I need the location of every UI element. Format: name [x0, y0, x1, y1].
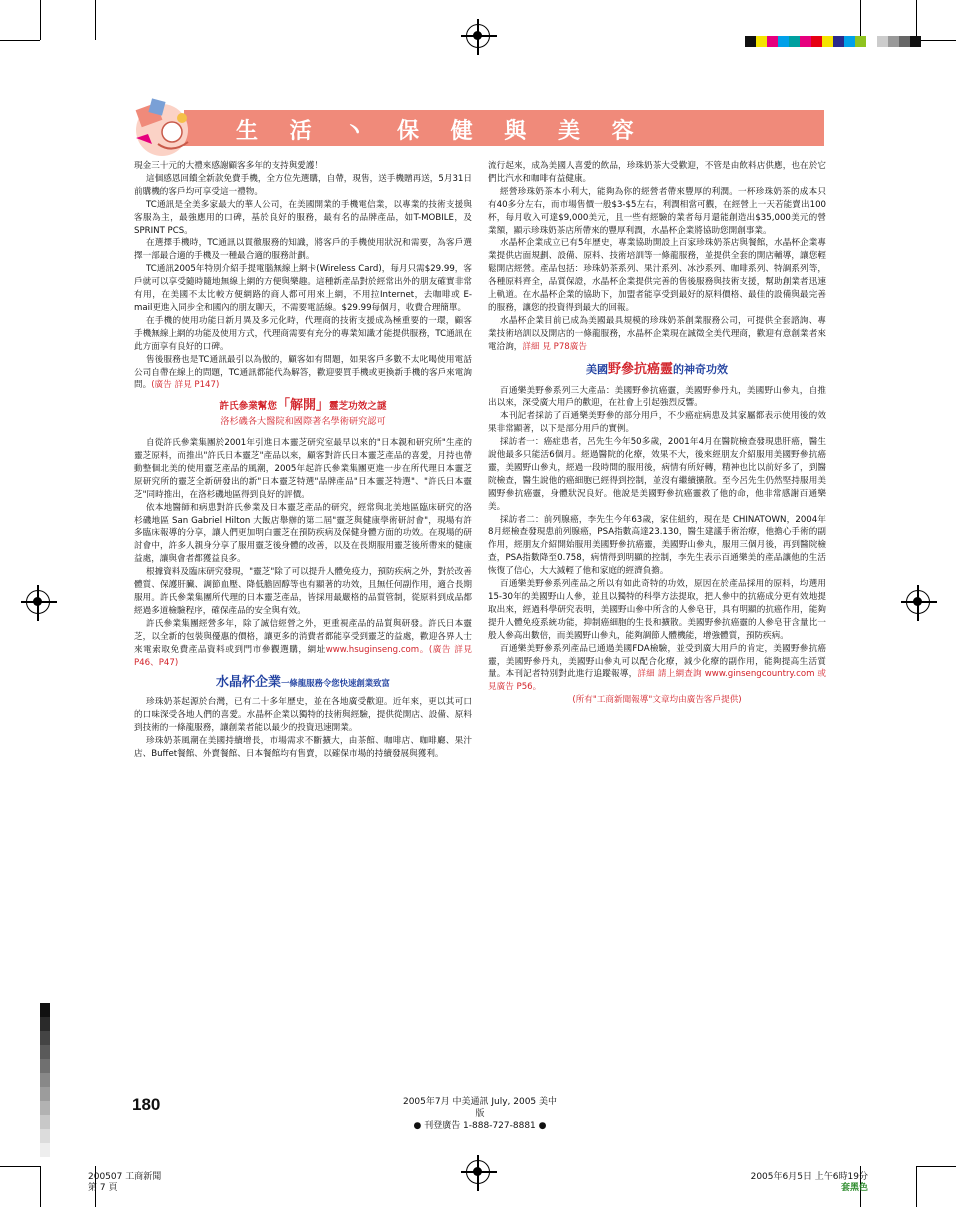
ad-link[interactable]: 詳細 請上網查詢 www.ginsengcountry.com 或見廣告 P56。	[488, 669, 826, 693]
slug-left	[88, 1172, 161, 1194]
paragraph: 這個感恩回饋全新款免費手機，全方位先選購，自帶，現售，送手機贈再送，5月31日前購機的客戶均可享受這一禮物。	[134, 173, 472, 197]
paragraph: 百通樂美野參系列三大產品：美國野參抗癌靈，美國野參丹丸，美國野山參丸，自推出以來，深受廣大用戶的歡迎，在社會上引起強烈反響。	[488, 385, 826, 409]
crop-mark	[916, 1166, 956, 1167]
disclaimer: (所有"工商新聞報導"文章均由廣告客戶提供)	[572, 695, 742, 706]
paragraph-text: 水晶杯企業目前已成為美國最具規模的珍珠奶茶創業服務公司，可提供全套諮詢、專業技術培訓以及開店的一條龍服務，水晶杯企業現在誠徵全美代理商，歡迎有意創業者來電洽詢，	[488, 315, 826, 352]
gray-scale-bar	[40, 1003, 50, 1157]
color-swatch	[822, 36, 833, 47]
paragraph: 採訪者一：癌症患者，呂先生今年50多歲，2001年4月在醫院檢查發現患肝癌，醫生說他最多只能活6個月。經過醫院的化療，效果不大，後來經朋友介紹服用美國野參抗癌靈，美國野山參丸，經過一段時間的服用後，病情有所好轉，精神也比以前好多了，到醫院檢查，醫生說他的癌細胞已經得到控制，並沒有繼續擴散。至今呂先生仍然堅持服用美國野參抗癌靈，身體狀況良好。他說是美國野參抗癌靈救了他的命，他非常感謝百通樂美。	[488, 437, 826, 512]
paragraph	[488, 643, 826, 695]
page-number: 180	[132, 1095, 161, 1114]
article-headline	[488, 361, 826, 377]
color-swatch	[789, 36, 800, 47]
hotline-text: 刊登廣告 1-888-727-8881	[424, 1121, 536, 1131]
issue-footer	[400, 1096, 560, 1132]
ad-link[interactable]: www.hsuginseng.com。(廣告 詳見 P46、P47)	[134, 644, 472, 668]
color-swatch	[855, 36, 866, 47]
issue-line: 2005年7月 中美通訊 July, 2005 美中版	[402, 1097, 558, 1119]
headline-part: 靈芝功效之謎	[329, 401, 387, 413]
ad-reference: (廣告 詳見 P147)	[151, 380, 220, 391]
color-swatch	[910, 36, 921, 47]
crop-mark	[860, 0, 861, 40]
registration-mark-icon	[906, 590, 930, 614]
paragraph: 珍珠奶茶起源於台灣，已有二十多年歷史，並在各地廣受歡迎。近年來，更以其可口的口味深受各地人們的喜愛。水晶杯企業以獨特的技術與經驗，提供從開店、設備、原料到技術的一條龍服務，讓創業者能以最少的投資迅速開業。	[134, 697, 472, 734]
paragraph: 依本地醫師和病患對許氏參業及日本靈芝產品的研究，經常與北美地區臨床研究的洛杉磯地區 San Gabriel Hilton 大飯店舉辦的第二屆"靈芝與健康學術研討會"，現場有許多臨床報導的分享，讓人們更加明白靈芝在預防疾病及保健身體方面的功效。在現場的研討會中，許多人親身分享了服用靈芝後身體的改善，以及在長期服用靈芝後所帶來的健康益處，讓與會者都獲益良多。	[134, 502, 472, 565]
color-swatch	[745, 36, 756, 47]
crop-mark	[40, 1166, 41, 1207]
paragraph: 珍珠奶茶風潮在美國持續增長，市場需求不斷擴大，由茶館、咖啡店、咖啡廳、果汁店、Buffet餐館、外賣餐館、日本餐館均有售賣，以確保市場的持續發展與獲利。	[134, 736, 472, 759]
slug-color-label: 套黑色	[840, 1183, 868, 1193]
crop-mark	[40, 0, 41, 40]
slug-text: 200507 工商新聞	[88, 1172, 162, 1182]
paragraph: 在選擇手機時，TC通訊以貫徹服務的知識，將客戶的手機使用狀況和需要，為客戶選擇一部最合適的手機及一種最合適的服務計劃。	[134, 238, 472, 262]
paragraph	[134, 354, 472, 393]
color-swatch	[756, 36, 767, 47]
headline-subtitle: 一條龍服務令您快速創業致富	[281, 678, 390, 689]
crop-mark	[0, 40, 40, 41]
color-swatch	[833, 36, 844, 47]
registration-mark-icon	[466, 24, 490, 48]
bullet-icon: ●	[538, 1121, 547, 1131]
registration-mark-icon	[26, 590, 50, 614]
paragraph: 現金三十元的大禮來感謝顧客多年的支持與愛護！	[134, 161, 324, 171]
paragraph: 本刊記者採訪了百通樂美野參的部分用戶，不少癌症病患及其家屬都表示使用後的效果非常顯著，以下是部分用戶的實例。	[488, 411, 826, 435]
color-calibration-bar	[745, 36, 921, 47]
color-swatch	[844, 36, 855, 47]
headline-emphasis: 「解開」	[276, 398, 329, 414]
slug-text: 第 7 頁	[88, 1183, 118, 1193]
paragraph: TC通訊2005年特別介紹手提電腦無線上網卡(Wireless Card)，每月只需$29.99，客戶就可以享受隨時隨地無線上網的方便與樂趣。這種新產品對於經常出外的朋友確實非常有用，在美國不太比較方便網路的商人都可用來上網，不用拉Internet，去咖啡或 E-mail更進入同步全和國內的朋友聊天，不需要電話線。$29.99每個月，收費合理簡單。	[134, 264, 472, 313]
crop-mark	[95, 0, 96, 40]
paragraph: 流行起來，成為美國人喜愛的飲品，珍珠奶茶大受歡迎，不管是由飲料店供應，也在於它們比汽水和咖啡有益健康。	[488, 161, 826, 184]
registration-mark-icon	[466, 1160, 490, 1184]
paragraph-text: 百通樂美野參系列產品已通過美國FDA檢驗，並受到廣大用戶的肯定，美國野參抗癌靈，美國野參丹丸，美國野山參丸可以配合化療，減少化療的副作用，能夠提高生活質量。本刊記者特別對此進行追蹤報導，	[488, 643, 826, 680]
paragraph: 水晶杯企業成立已有5年歷史，專業協助開設上百家珍珠奶茶店與餐館，水晶杯企業專業提供店面規劃、設備、原料、技術培訓等一條龍服務，並提供全套的開店輔導，讓您輕鬆開店經營。產品包括：珍珠奶茶系列、果汁系列、冰沙系列、咖啡系列、特調系列等，各種原料齊全，品質保證，水晶杯企業提供完善的售後服務與技術支援，幫助創業者迅速上軌道。在水晶杯企業的協助下，加盟者能享受到最好的原料價格、最佳的設備與最完善的服務，讓您的投資得到最大的回報。	[488, 238, 826, 313]
slug-right	[738, 1172, 868, 1194]
headline-part: 許氏參業幫您	[219, 401, 277, 413]
crop-mark	[0, 1166, 40, 1167]
color-swatch	[800, 36, 811, 47]
color-swatch	[877, 36, 888, 47]
paragraph: 百通樂美野參系列產品之所以有如此奇特的功效，原因在於產品採用的原料，均選用15-30年的美國野山人參，並且以獨特的科學方法提取，把人參中的抗癌成分更有效地提取出來，經過科學研究表明，美國野山參中所含的人參皂苷，具有明顯的抗癌作用，能夠提升人體免疫系統功能，抑制癌細胞的生長和擴散。美國野參抗癌靈的人參皂苷含量比一般人參高出數倍，而美國野山參丸，能夠調節人體機能，增強體質，預防疾病。	[488, 579, 826, 641]
headline-part: 水晶杯企業	[216, 675, 282, 691]
paragraph-text: 許氏參業集團經營多年，除了誠信經營之外，更重視產品的品質與研發。許氏日本靈芝，以全新的包裝與優惠的價格，讓更多的消費者都能享受到靈芝的益處，歡迎各界人士來電索取免費產品資料或到門市參觀選購，網址	[134, 618, 472, 655]
color-swatch	[899, 36, 910, 47]
crop-mark	[916, 1166, 917, 1207]
paragraph	[134, 618, 472, 670]
left-column	[134, 160, 472, 761]
color-swatch	[778, 36, 789, 47]
bullet-icon: ●	[413, 1121, 425, 1131]
headline-part: 美國	[585, 362, 608, 376]
paragraph: 在手機的使用功能日新月異及多元化時，代理商的技術支援成為極重要的一環，顧客手機無線上網的功能及使用方式，代理商需要有充分的專業知識才能提供服務，TC通訊在此方面享有良好的口碑。	[134, 315, 472, 352]
article-headline	[134, 400, 472, 414]
color-swatch	[767, 36, 778, 47]
headline-emphasis: 野參抗癌靈	[607, 361, 673, 377]
ad-reference: 詳細 見 P78廣告	[522, 341, 587, 352]
color-swatch	[811, 36, 822, 47]
section-title: 生 活 丶 保 健 與 美 容	[236, 118, 646, 144]
headline-part: 的神奇功效	[673, 362, 728, 376]
section-logo-icon	[128, 92, 206, 162]
hotline-line	[400, 1120, 560, 1132]
paragraph: 採訪者二：前列腺癌，李先生今年63歲，家住紐約，現在是 CHINATOWN，2004年8月經檢查發現患前列腺癌，PSA指數高達23.130，醫生建議手術治療，他擔心手術的副作用，經朋友介紹開始服用美國野參抗癌靈，美國野山參丸，服用三個月後，再到醫院檢查，PSA指數降至0.758，病情得到明顯的控制，李先生表示百通樂美的產品讓他的生活恢復了信心，大大減輕了他和家庭的經濟負擔。	[488, 514, 826, 577]
color-swatch	[888, 36, 899, 47]
slug-text: 2005年6月5日 上午6時19分	[750, 1172, 868, 1182]
crop-mark	[916, 0, 917, 40]
right-column	[488, 160, 826, 707]
paragraph: 自從許氏參業集團於2001年引進日本靈芝研究室最早以來的"日本親和研究所"生產的靈芝原料，而推出"許氏日本靈芝"產品以來，顧客對許氏日本靈芝產品的喜愛，月持也帶動整個北美的使用靈芝產品的風潮，2005年起許氏參業集團更進一步在所代理日本靈芝原研究所的靈芝全新研發出的新"日本靈芝特選"品牌產品"日本靈芝特選"、"許氏日本靈芝"同時推出，在洛杉磯地區得到良好的評價。	[134, 438, 472, 500]
article-subheadline: 洛杉磯各大醫院和國際著名學術研究認可	[220, 416, 386, 428]
paragraph-text: 售後服務也是TC通訊最引以為傲的，顧客如有問題，如果客戶多數不太叱喝使用電話公司自帶在線上的問題，TC通訊都能代為解答，歡迎要買手機或更換新手機的客戶來電詢問。	[134, 354, 472, 391]
article-headline	[134, 677, 472, 690]
paragraph	[488, 315, 826, 354]
color-swatch	[866, 36, 877, 47]
paragraph: 經營珍珠奶茶本小利大，能夠為你的經營者帶來豐厚的利潤。一杯珍珠奶茶的成本只有40多分左右，而市場售價一般$3-$5左右，利潤相當可觀，在經營上一天若能賣出100杯，每月收入可達$9,000美元，且一些有經驗的業者每月還能創造出$35,000美元的營業額，顯示珍珠奶茶店所帶來的豐厚利潤，水晶杯企業將協助您開創事業。	[488, 186, 826, 236]
crop-mark	[916, 40, 956, 41]
paragraph: TC通訊是全美多家最大的華人公司，在美國開業的手機電信業，以專業的技術支援與客服為主，最強應用的口碑，基於良好的服務，最有名的品牌產品，如T-MOBILE，及SPRINT PCS。	[134, 199, 472, 236]
paragraph: 根據資料及臨床研究發現，"靈芝"除了可以提升人體免疫力，預防疾病之外，對於改善體質、保護肝臟、調節血壓、降低膽固醇等也有顯著的功效，且無任何副作用，適合長期服用。許氏參業集團所代理的日本靈芝產品，皆採用最嚴格的品質管制，從原料到成品都經過多道檢驗程序，確保產品的安全與有效。	[134, 567, 472, 616]
